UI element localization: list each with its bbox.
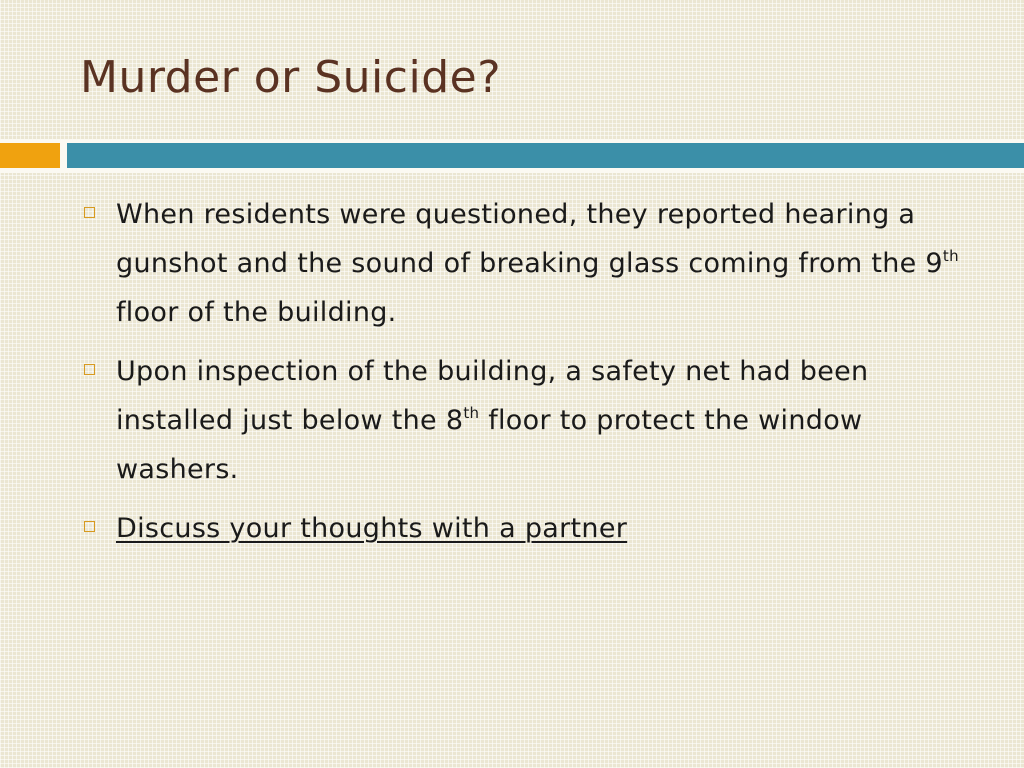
bullet-item-safety-net (82, 347, 982, 494)
title-rule-accent-bar (0, 143, 60, 168)
bullet-item-residents-questioned (82, 190, 982, 337)
bullet-text-part: floor of the building. (116, 297, 397, 328)
bullet-list (82, 190, 982, 563)
bullet-text (116, 199, 959, 328)
bullet-text-part: Upon inspection of the building, a safety net had been installed just below the 8 (116, 356, 869, 436)
title-rule-main-bar (67, 143, 1024, 168)
bullet-text (116, 356, 868, 485)
bullet-square-icon (84, 521, 95, 532)
bullet-item-discuss[interactable] (82, 504, 982, 553)
discuss-link[interactable]: Discuss your thoughts with a partner (116, 513, 628, 544)
bullet-text-part: floor to protect the window washers. (116, 405, 863, 485)
bullet-text-part: When residents were questioned, they reported hearing a gunshot and the sound of breaking glass coming from the 9 (116, 199, 943, 279)
ordinal-suffix: th (463, 404, 480, 422)
slide-title: Murder or Suicide? (80, 52, 502, 103)
ordinal-suffix: th (942, 247, 959, 265)
bullet-square-icon (84, 364, 95, 375)
bullet-square-icon (84, 207, 95, 218)
